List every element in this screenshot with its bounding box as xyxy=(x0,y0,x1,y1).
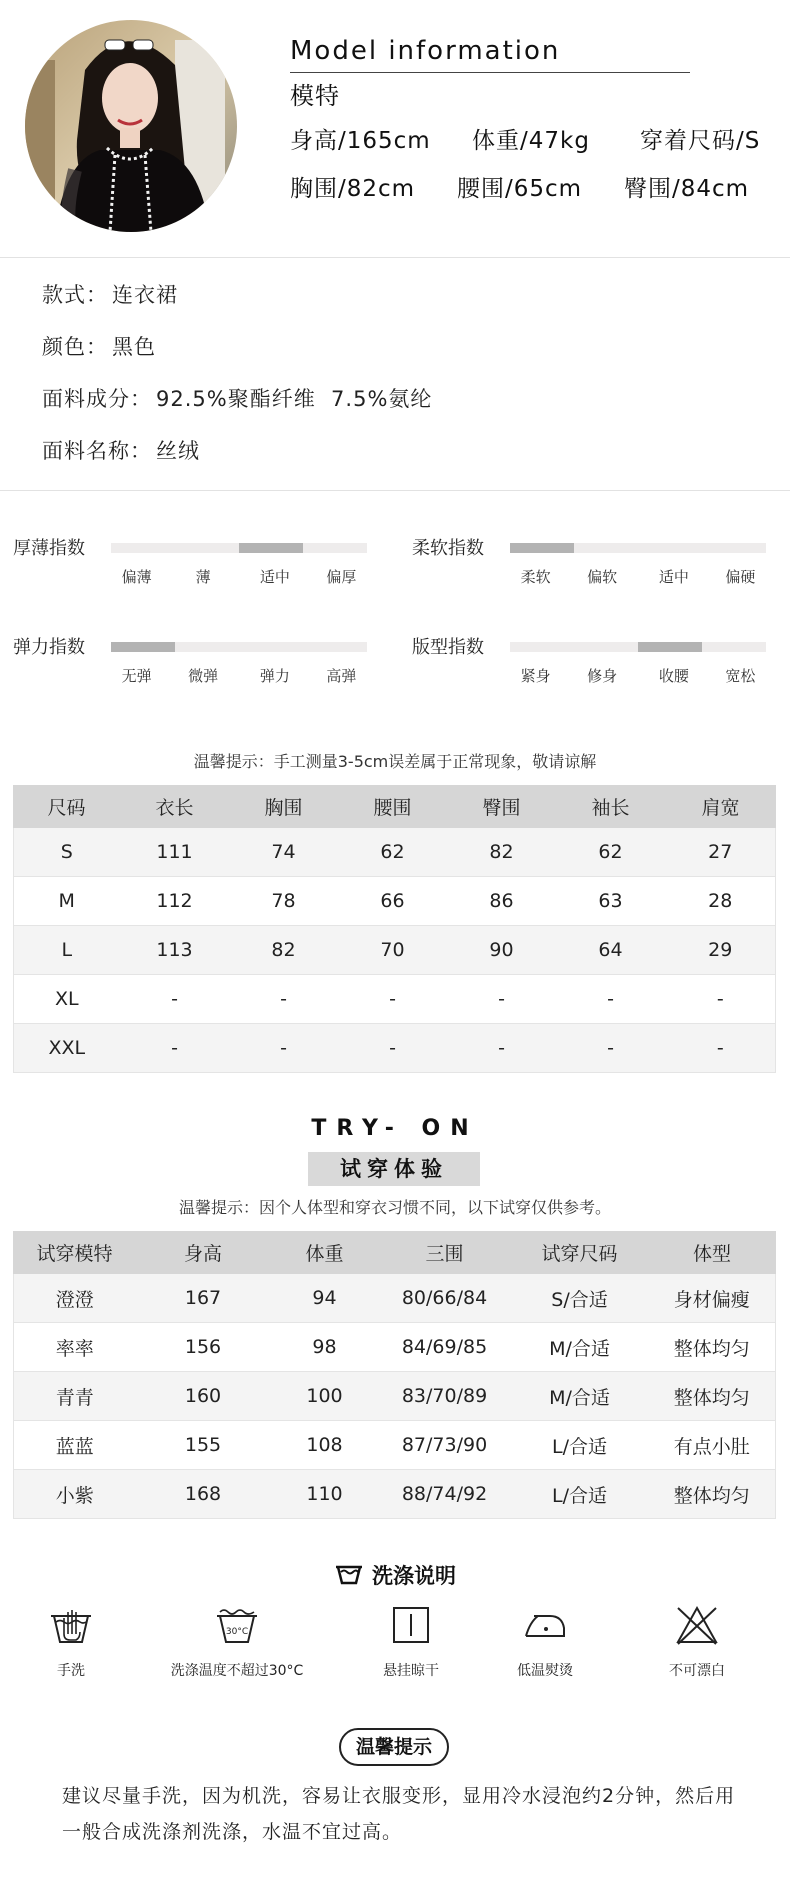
info-color-label: 颜色： xyxy=(42,335,108,359)
care-label-wash-30: 洗涤温度不超过30°C xyxy=(170,1663,304,1679)
info-color xyxy=(42,331,156,361)
index-scale-option: 无弹 xyxy=(121,667,152,685)
index-scale-option: 适中 xyxy=(658,568,689,586)
table-cell: M xyxy=(14,877,120,926)
index-scale-name: 厚薄指数 xyxy=(13,538,85,559)
index-scale-option: 收腰 xyxy=(658,667,689,685)
info-color-value: 黑色 xyxy=(112,335,156,359)
table-row xyxy=(14,975,776,1024)
index-scale-option: 弹力 xyxy=(259,667,290,685)
index-scale-marker xyxy=(638,642,702,652)
table-cell: XXL xyxy=(14,1024,120,1073)
model-title-cn: 模特 xyxy=(290,82,340,110)
table-header-cell: 试穿模特 xyxy=(14,1232,136,1274)
index-scale-name: 柔软指数 xyxy=(412,538,484,559)
table-row xyxy=(14,877,776,926)
size-table xyxy=(13,785,776,1073)
size-note: 温馨提示：手工测量3-5cm误差属于正常现象，敬请谅解 xyxy=(193,752,597,771)
table-row xyxy=(14,1421,776,1470)
table-row xyxy=(14,1323,776,1372)
table-cell: 84/69/85 xyxy=(379,1323,511,1372)
info-style-label: 款式： xyxy=(42,283,108,307)
index-scale-name: 弹力指数 xyxy=(13,637,85,658)
hang-dry-icon xyxy=(388,1604,434,1646)
index-scale-option: 宽松 xyxy=(725,667,756,685)
table-cell: 62 xyxy=(338,828,448,877)
table-cell: 110 xyxy=(271,1470,379,1519)
table-cell: 86 xyxy=(448,877,556,926)
table-row xyxy=(14,1470,776,1519)
table-cell: 78 xyxy=(230,877,338,926)
index-scale-marker xyxy=(510,543,574,553)
table-cell: 112 xyxy=(120,877,230,926)
index-scale-track xyxy=(111,642,367,652)
index-scale xyxy=(412,534,790,594)
index-scale-track xyxy=(510,543,766,553)
table-cell: L xyxy=(14,926,120,975)
table-row xyxy=(14,1372,776,1421)
table-cell: S xyxy=(14,828,120,877)
table-header-cell: 体型 xyxy=(649,1232,776,1274)
table-cell: 160 xyxy=(136,1372,271,1421)
table-cell: 64 xyxy=(556,926,666,975)
table-cell: 青青 xyxy=(14,1372,136,1421)
tryon-note: 温馨提示：因个人体型和穿衣习惯不同，以下试穿仅供参考。 xyxy=(178,1198,611,1217)
table-cell: 83/70/89 xyxy=(379,1372,511,1421)
care-label-hang-dry: 悬挂晾干 xyxy=(383,1663,439,1679)
table-cell: - xyxy=(230,1024,338,1073)
size-table-header xyxy=(14,786,776,828)
table-cell: 113 xyxy=(120,926,230,975)
table-cell: 澄澄 xyxy=(14,1274,136,1323)
tip-text: 建议尽量手洗，因为机洗，容易让衣服变形，显用冷水浸泡约2分钟，然后用一般合成洗涤剂洗涤，水温不宜过高。 xyxy=(62,1785,736,1843)
index-scale-option: 修身 xyxy=(587,667,618,685)
tryon-title-cn: 试穿体验 xyxy=(308,1152,480,1186)
model-title-en: Model information xyxy=(290,36,561,66)
table-cell: 167 xyxy=(136,1274,271,1323)
info-material xyxy=(42,435,200,465)
table-row xyxy=(14,828,776,877)
table-cell: 90 xyxy=(448,926,556,975)
table-cell: 63 xyxy=(556,877,666,926)
index-scale-option: 紧身 xyxy=(520,667,551,685)
table-cell: 27 xyxy=(666,828,776,877)
wash-30-icon xyxy=(214,1604,260,1646)
table-cell: 168 xyxy=(136,1470,271,1519)
index-scale-track xyxy=(510,642,766,652)
table-header-cell: 三围 xyxy=(379,1232,511,1274)
table-header-cell: 尺码 xyxy=(14,786,120,828)
index-scale-option: 柔软 xyxy=(520,568,551,586)
index-scale-marker xyxy=(239,543,303,553)
table-cell: 82 xyxy=(230,926,338,975)
table-cell: 28 xyxy=(666,877,776,926)
info-style xyxy=(42,279,178,309)
table-cell: S/合适 xyxy=(511,1274,649,1323)
care-label-hand-wash: 手洗 xyxy=(57,1663,85,1679)
index-scale-option: 高弹 xyxy=(326,667,357,685)
table-cell: - xyxy=(448,975,556,1024)
table-cell: - xyxy=(448,1024,556,1073)
low-iron-icon xyxy=(522,1604,568,1646)
table-cell: 82 xyxy=(448,828,556,877)
table-cell: M/合适 xyxy=(511,1323,649,1372)
model-height: 身高/165cm xyxy=(290,128,431,154)
model-info-section xyxy=(0,0,790,258)
tip-badge: 温馨提示 xyxy=(339,1728,449,1766)
table-header-cell: 试穿尺码 xyxy=(511,1232,649,1274)
table-cell: - xyxy=(120,975,230,1024)
table-cell: - xyxy=(230,975,338,1024)
wash-temp-text: 30°C xyxy=(225,1627,249,1637)
tryon-table-header xyxy=(14,1232,776,1274)
table-cell: 88/74/92 xyxy=(379,1470,511,1519)
care-hand-wash xyxy=(0,1604,156,1680)
table-cell: 156 xyxy=(136,1323,271,1372)
table-cell: - xyxy=(666,1024,776,1073)
table-header-cell: 袖长 xyxy=(556,786,666,828)
index-scale-option: 薄 xyxy=(195,568,211,586)
table-header-cell: 身高 xyxy=(136,1232,271,1274)
table-header-cell: 衣长 xyxy=(120,786,230,828)
care-title: 洗涤说明 xyxy=(372,1564,456,1588)
info-style-value: 连衣裙 xyxy=(112,283,178,307)
table-cell: 整体均匀 xyxy=(649,1470,776,1519)
table-cell: 94 xyxy=(271,1274,379,1323)
index-scale-track xyxy=(111,543,367,553)
care-label-low-iron: 低温熨烫 xyxy=(517,1663,573,1679)
table-row xyxy=(14,926,776,975)
product-info-section xyxy=(0,259,790,491)
table-cell: L/合适 xyxy=(511,1421,649,1470)
index-scale-option: 偏软 xyxy=(587,568,618,586)
model-hip: 臀围/84cm xyxy=(624,176,750,202)
table-row xyxy=(14,1024,776,1073)
table-cell: 100 xyxy=(271,1372,379,1421)
table-header-cell: 肩宽 xyxy=(666,786,776,828)
index-scale-option: 适中 xyxy=(259,568,290,586)
table-cell: - xyxy=(338,1024,448,1073)
table-cell: 108 xyxy=(271,1421,379,1470)
info-fabric xyxy=(42,383,432,413)
table-cell: - xyxy=(556,975,666,1024)
model-title-divider xyxy=(290,72,690,73)
table-cell: L/合适 xyxy=(511,1470,649,1519)
table-cell: 70 xyxy=(338,926,448,975)
table-row xyxy=(14,1274,776,1323)
care-low-iron xyxy=(460,1604,630,1680)
index-scale xyxy=(412,633,790,693)
table-header-cell: 体重 xyxy=(271,1232,379,1274)
table-cell: 小紫 xyxy=(14,1470,136,1519)
info-material-label: 面料名称： xyxy=(42,439,152,463)
index-scale xyxy=(13,534,403,594)
model-photo xyxy=(25,20,237,232)
table-header-cell: 胸围 xyxy=(230,786,338,828)
table-cell: 80/66/84 xyxy=(379,1274,511,1323)
info-fabric-value: 92.5%聚酯纤维 7.5%氨纶 xyxy=(156,387,433,411)
table-cell: 66 xyxy=(338,877,448,926)
care-no-bleach xyxy=(612,1604,782,1680)
table-cell: XL xyxy=(14,975,120,1024)
table-cell: 有点小肚 xyxy=(649,1421,776,1470)
hand-wash-icon xyxy=(48,1604,94,1646)
no-bleach-icon xyxy=(674,1604,720,1646)
tryon-table xyxy=(13,1231,776,1519)
table-header-cell: 腰围 xyxy=(338,786,448,828)
model-waist: 腰围/65cm xyxy=(457,176,583,202)
table-cell: 身材偏瘦 xyxy=(649,1274,776,1323)
table-cell: 87/73/90 xyxy=(379,1421,511,1470)
table-cell: 整体均匀 xyxy=(649,1372,776,1421)
index-scale-option: 偏硬 xyxy=(725,568,756,586)
table-cell: 62 xyxy=(556,828,666,877)
table-cell: 155 xyxy=(136,1421,271,1470)
index-scale-option: 偏薄 xyxy=(121,568,152,586)
tryon-title-en: TRY- ON xyxy=(311,1116,479,1141)
info-material-value: 丝绒 xyxy=(156,439,200,463)
table-cell: 111 xyxy=(120,828,230,877)
care-wash-30 xyxy=(152,1604,322,1680)
table-cell: 蓝蓝 xyxy=(14,1421,136,1470)
model-portrait-image xyxy=(25,20,237,232)
index-scale-option: 微弹 xyxy=(188,667,219,685)
table-cell: 98 xyxy=(271,1323,379,1372)
index-scale-marker xyxy=(111,642,175,652)
wash-basin-icon xyxy=(334,1563,364,1587)
model-weight: 体重/47kg xyxy=(472,128,590,154)
table-header-cell: 臀围 xyxy=(448,786,556,828)
model-size: 穿着尺码/S xyxy=(640,128,761,154)
table-cell: - xyxy=(666,975,776,1024)
info-fabric-label: 面料成分： xyxy=(42,387,152,411)
index-scale-option: 偏厚 xyxy=(326,568,357,586)
model-bust: 胸围/82cm xyxy=(290,176,416,202)
care-heading xyxy=(0,1560,790,1590)
index-scale xyxy=(13,633,403,693)
table-cell: 74 xyxy=(230,828,338,877)
table-cell: - xyxy=(120,1024,230,1073)
table-cell: M/合适 xyxy=(511,1372,649,1421)
table-cell: 29 xyxy=(666,926,776,975)
index-scale-name: 版型指数 xyxy=(412,637,484,658)
table-cell: 整体均匀 xyxy=(649,1323,776,1372)
care-label-no-bleach: 不可漂白 xyxy=(669,1663,725,1679)
table-cell: 率率 xyxy=(14,1323,136,1372)
table-cell: - xyxy=(556,1024,666,1073)
table-cell: - xyxy=(338,975,448,1024)
